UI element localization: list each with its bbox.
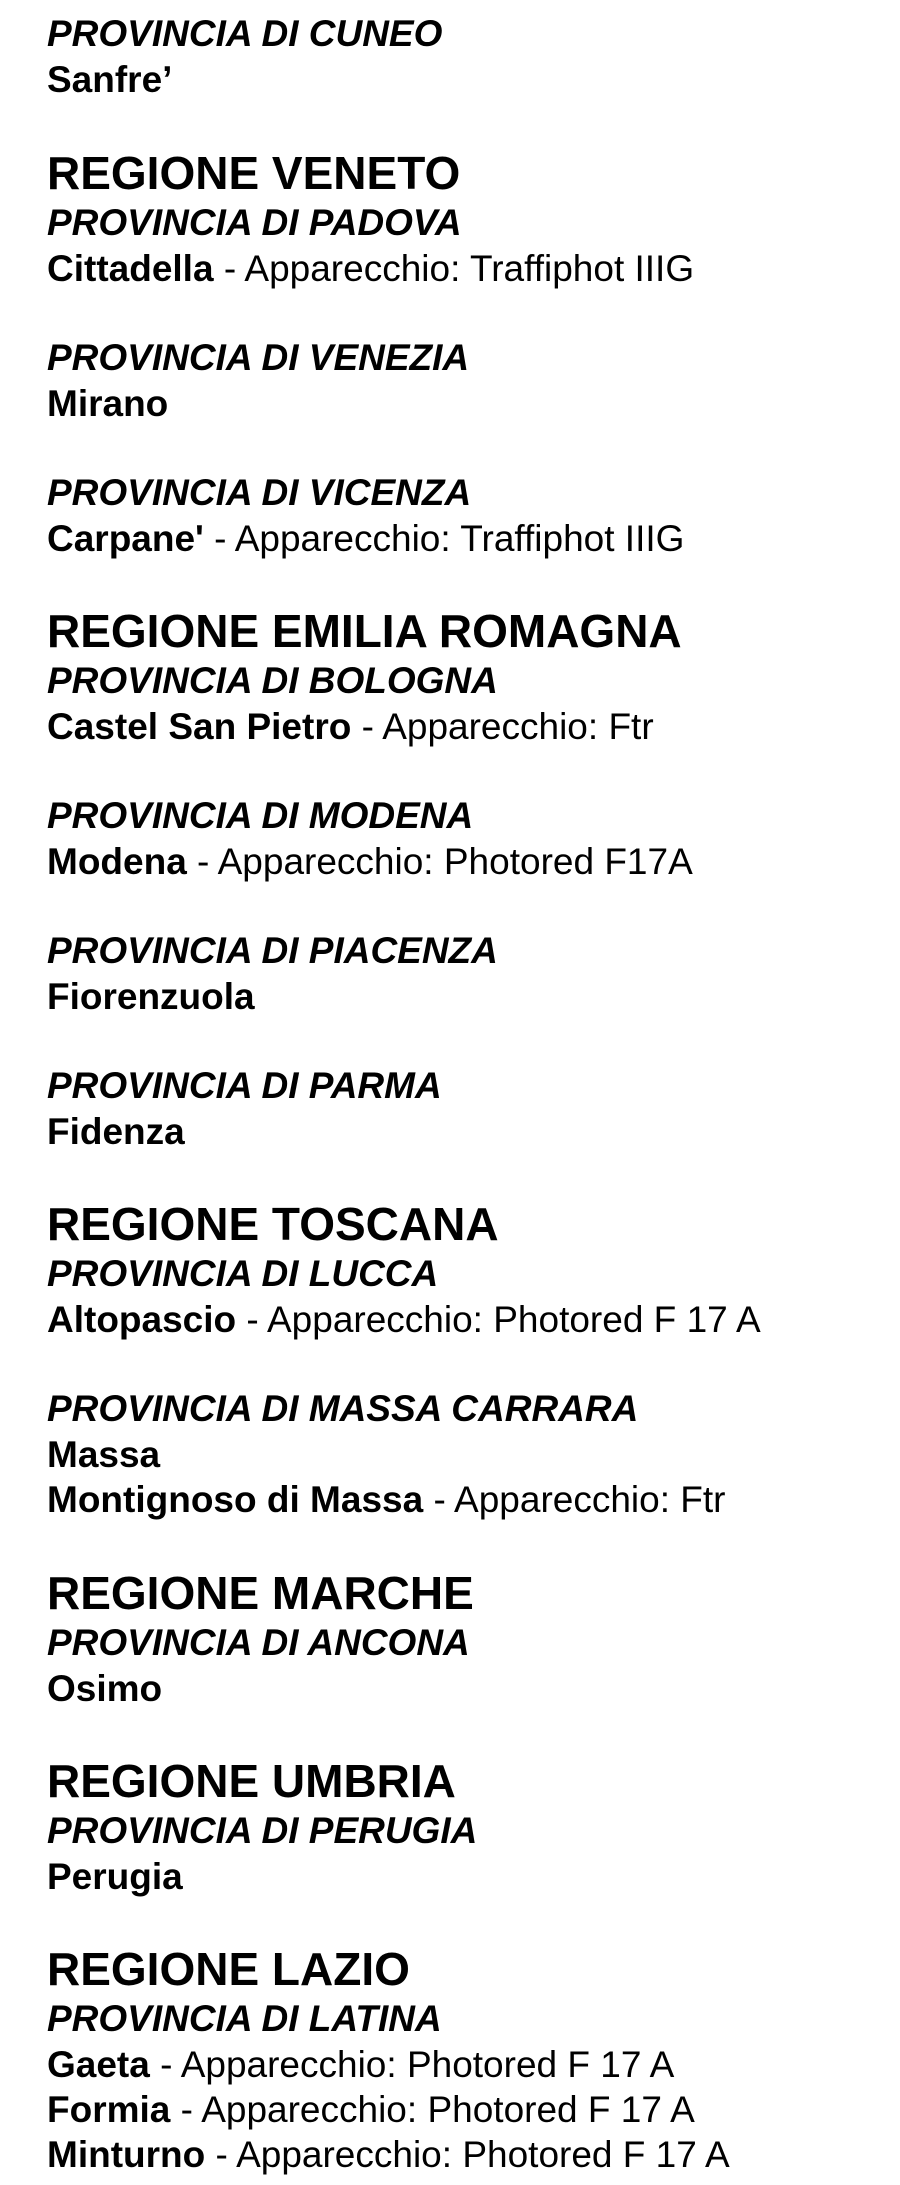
device-label: Apparecchio:	[266, 1299, 494, 1340]
town-name: Fiorenzuola	[47, 976, 255, 1017]
town-name: Montignoso di Massa	[47, 1479, 424, 1520]
town-entry	[47, 1670, 162, 1707]
town-name: Modena	[47, 841, 187, 882]
town-name: Formia	[47, 2089, 171, 2130]
town-name: Sanfre’	[47, 59, 173, 100]
province-heading-lucca: PROVINCIA DI LUCCA	[47, 1253, 439, 1294]
town-entry	[47, 61, 172, 98]
town-entry	[47, 520, 684, 557]
device-value: Photored F 17 A	[406, 2044, 675, 2085]
province-heading-massa-carrara: PROVINCIA DI MASSA CARRARA	[47, 1388, 639, 1429]
device-label: Apparecchio:	[382, 706, 609, 747]
device-value: Photored F 17 A	[493, 1299, 761, 1340]
town-name: Perugia	[47, 1856, 183, 1897]
town-entry	[47, 1481, 725, 1518]
town-entry	[47, 385, 168, 422]
province-heading-latina: PROVINCIA DI LATINA	[47, 1998, 442, 2039]
town-name: Cittadella	[47, 248, 214, 289]
region-heading-toscana: REGIONE TOSCANA	[47, 1198, 499, 1250]
province-heading-piacenza: PROVINCIA DI PIACENZA	[47, 930, 498, 971]
town-name: Carpane'	[47, 518, 204, 559]
town-name: Massa	[47, 1434, 161, 1475]
town-name: Osimo	[47, 1668, 163, 1709]
province-heading-padova: PROVINCIA DI PADOVA	[47, 202, 462, 243]
town-entry	[47, 1301, 761, 1338]
province-heading-venezia: PROVINCIA DI VENEZIA	[47, 337, 470, 378]
town-name: Mirano	[47, 383, 169, 424]
separator: -	[351, 706, 383, 747]
device-value: Ftr	[680, 1479, 726, 1520]
region-heading-veneto: REGIONE VENETO	[47, 147, 461, 199]
separator: -	[149, 2044, 181, 2085]
town-entry	[47, 2091, 695, 2128]
separator: -	[205, 2134, 237, 2175]
province-heading-cuneo: PROVINCIA DI CUNEO	[47, 13, 443, 54]
device-value: Photored F17A	[443, 841, 693, 882]
separator: -	[203, 518, 235, 559]
province-heading-parma: PROVINCIA DI PARMA	[47, 1065, 442, 1106]
device-label: Apparecchio:	[454, 1479, 681, 1520]
separator: -	[423, 1479, 455, 1520]
device-label: Apparecchio:	[236, 2134, 463, 2175]
device-value: Photored F 17 A	[427, 2089, 695, 2130]
town-name: Altopascio	[47, 1299, 237, 1340]
device-value: Ftr	[608, 706, 654, 747]
province-heading-vicenza: PROVINCIA DI VICENZA	[47, 472, 472, 513]
device-label: Apparecchio:	[180, 2044, 407, 2085]
device-label: Apparecchio:	[244, 248, 470, 289]
province-heading-modena: PROVINCIA DI MODENA	[47, 795, 474, 836]
separator: -	[213, 248, 245, 289]
town-entry	[47, 2046, 674, 2083]
device-value: Traffiphot IIIG	[460, 518, 685, 559]
town-entry	[47, 708, 654, 745]
town-name: Fidenza	[47, 1111, 185, 1152]
province-heading-ancona: PROVINCIA DI ANCONA	[47, 1622, 470, 1663]
device-value: Photored F 17 A	[462, 2134, 730, 2175]
device-label: Apparecchio:	[217, 841, 444, 882]
town-name: Castel San Pietro	[47, 706, 352, 747]
device-value: Traffiphot IIIG	[469, 248, 695, 289]
region-heading-umbria: REGIONE UMBRIA	[47, 1755, 456, 1807]
town-entry	[47, 2136, 730, 2173]
region-heading-marche: REGIONE MARCHE	[47, 1567, 474, 1619]
town-name: Gaeta	[47, 2044, 150, 2085]
town-entry	[47, 1113, 185, 1150]
region-heading-emilia-romagna: REGIONE EMILIA ROMAGNA	[47, 605, 682, 657]
device-label: Apparecchio:	[234, 518, 461, 559]
separator: -	[236, 1299, 267, 1340]
device-label: Apparecchio:	[201, 2089, 428, 2130]
region-heading-lazio: REGIONE LAZIO	[47, 1943, 410, 1995]
town-entry	[47, 1858, 183, 1895]
town-entry	[47, 250, 694, 287]
town-entry	[47, 978, 255, 1015]
province-heading-bologna: PROVINCIA DI BOLOGNA	[47, 660, 498, 701]
town-entry	[47, 1436, 160, 1473]
town-name: Minturno	[47, 2134, 206, 2175]
separator: -	[170, 2089, 202, 2130]
province-heading-perugia: PROVINCIA DI PERUGIA	[47, 1810, 478, 1851]
town-entry	[47, 843, 693, 880]
separator: -	[186, 841, 218, 882]
